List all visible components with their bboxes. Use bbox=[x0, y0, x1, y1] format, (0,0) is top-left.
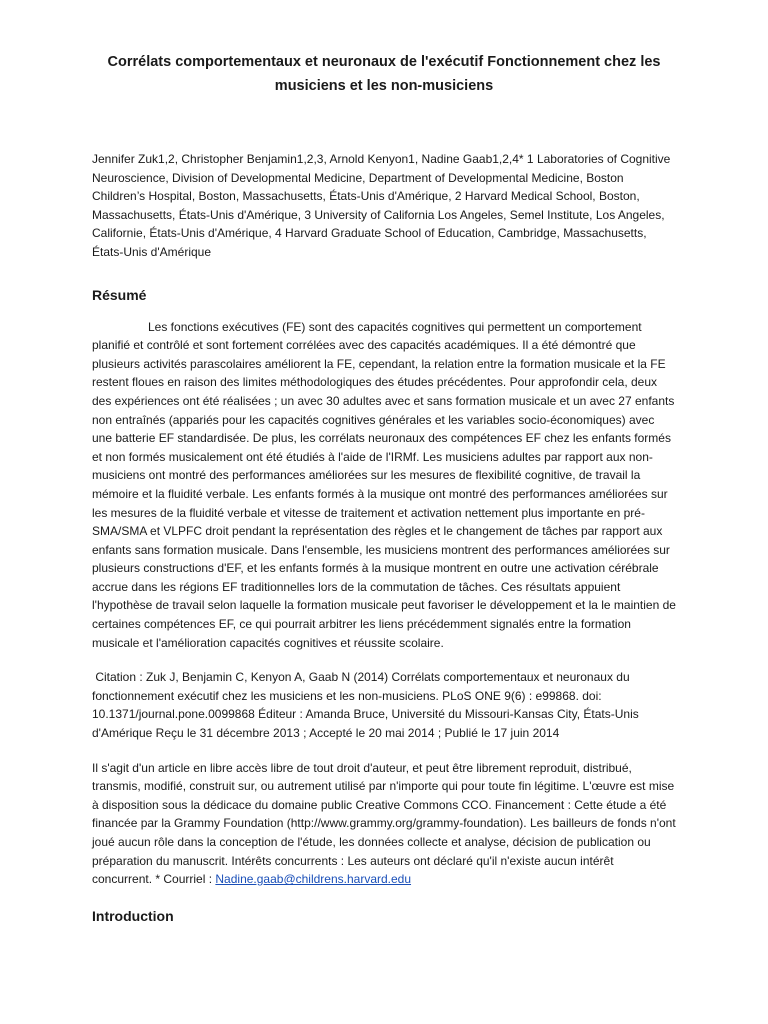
license-body: Il s'agit d'un article en libre accès libre de tout droit d'auteur, et peut être librement reproduit, distribué, transmis, modifié, construit sur, ou autrement utilisé par n'importe qui pour toute fin légitime. L'œuvre est mise à disposition sous la dédicace du domaine public Creative Commons CCO. Financement : Cette étude a été financée par la Grammy Foundation (http://www.grammy.org/grammy-foundation). Les bailleurs de fonds n'ont joué aucun rôle dans la conception de l'étude, les données collecte et analyse, décision de publication ou préparation du manuscrit. Intérêts concurrents : Les auteurs ont déclaré qu'il n'existe aucun intérêt concurrent. * Courriel : bbox=[92, 760, 676, 887]
paper-title: Corrélats comportementaux et neuronaux de l'exécutif Fonctionnement chez les musiciens et les non-musiciens bbox=[107, 54, 661, 94]
citation-text bbox=[92, 668, 676, 742]
email-link[interactable]: Nadine.gaab@childrens.harvard.edu bbox=[215, 872, 412, 887]
abstract-heading: Résumé bbox=[92, 286, 147, 303]
introduction-heading: Introduction bbox=[92, 907, 174, 924]
license-funding-text bbox=[92, 759, 676, 889]
citation-body: Citation : Zuk J, Benjamin C, Kenyon A, Gaab N (2014) Corrélats comportementaux et neuronaux du fonctionnement exécutif chez les musiciens et les non-musiciens. PLoS ONE 9(6) : e99868. doi: 10.1371/journal.pone.0099868 Éditeur : Amanda Bruce, Université du Missouri-Kansas City, États-Unis d'Amérique Reçu le 31 décembre 2013 ; Accepté le 20 mai 2014 ; Publié le 17 juin 2014 bbox=[92, 670, 639, 741]
abstract-text: Les fonctions exécutives (FE) sont des capacités cognitives qui permettent un comportement planifié et contrôlé et sont fortement corrélées avec des capacités académiques. Il a été démontré que plusieurs activités parascolaires améliorent la FE, cependant, la relation entre la formation musicale et la FE restent floues en raison des limites méthodologiques des études précédentes. Pour approfondir cela, deux des expériences ont été réalisées ; un avec 30 adultes avec et sans formation musicale et un avec 27 enfants non entraînés (appariés pour les capacités cognitives générales et les variables socio-économiques) avec une batterie EF standardisée. De plus, les corrélats neuronaux des compétences EF chez les enfants formés et non formés musicalement ont été étudiés à l'aide de l'IRMf. Les musiciens adultes par rapport aux non-musiciens ont montré des performances améliorées sur les mesures de flexibilité cognitive, de travail la mémoire et la fluidité verbale. Les enfants formés à la musique ont montré des performances améliorées sur les mesures de la fluidité verbale et vitesse de traitement et activation nettement plus importante en pré-SMA/SMA et VLPFC droit pendant la représentation des règles et le changement de tâches par rapport aux enfants sans formation musicale. Dans l'ensemble, les musiciens montrent des performances améliorées sur plusieurs constructions d'EF, et les enfants formés à la musique montrent en outre une activation cérébrale accrue dans les régions EF traditionnelles lors de la commutation de tâches. Ces résultats appuient l'hypothèse de travail selon laquelle la formation musicale peut favoriser le développement et la le maintien de certaines compétences EF, ce qui pourrait arbitrer les liens précédemment signalés entre la formation musicale et l'amélioration capacités cognitives et réussite scolaire. bbox=[92, 319, 676, 650]
author-affiliations: Jennifer Zuk1,2, Christopher Benjamin1,2,3, Arnold Kenyon1, Nadine Gaab1,2,4* 1 Laboratories of Cognitive Neuroscience, Division of Developmental Medicine, Department of Developmental Medicine, Boston Children’s Hospital, Boston, Massachusetts, États-Unis d'Amérique, 2 Harvard Medical School, Boston, Massachusetts, États-Unis d'Amérique, 3 University of California Los Angeles, Semel Institute, Los Angeles, Californie, États-Unis d'Amérique, 4 Harvard Graduate School of Education, Cambridge, Massachusetts, États-Unis d'Amérique bbox=[92, 152, 671, 259]
